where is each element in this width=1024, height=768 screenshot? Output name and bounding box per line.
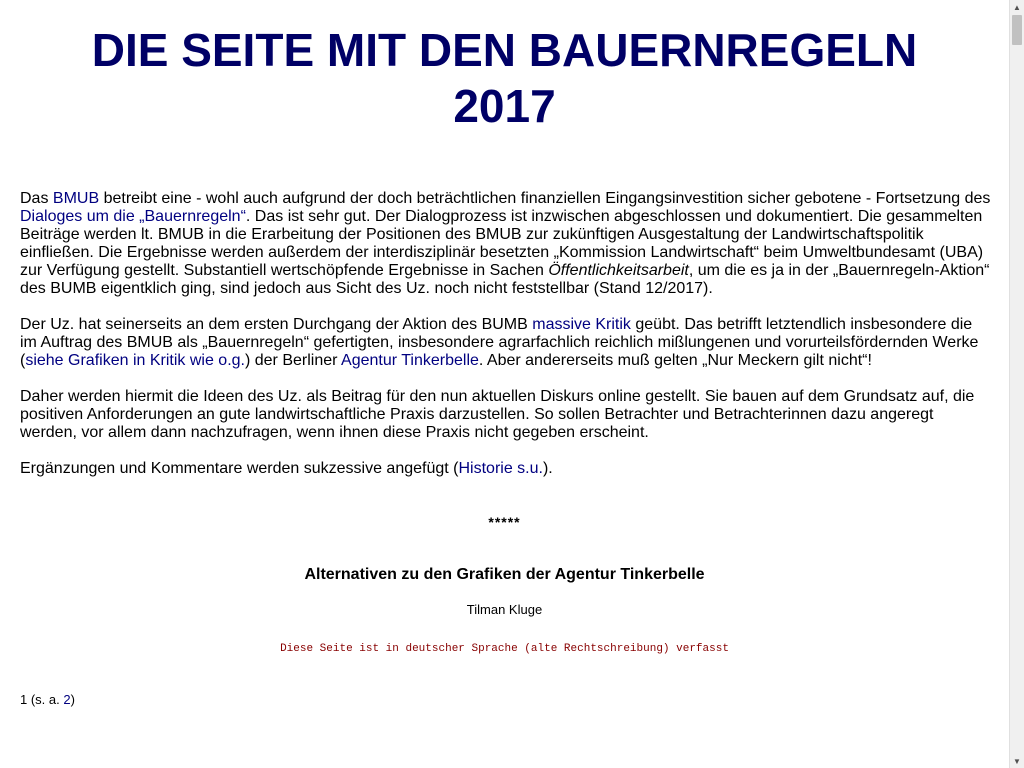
scroll-down-arrow-icon[interactable]: ▼ [1013, 756, 1021, 766]
link-historie[interactable]: Historie s.u. [458, 460, 543, 477]
page-indicator [20, 692, 1009, 707]
text: . Das ist sehr gut. Der Dialogprozess ist inzwischen abgeschlossen und dokumentiert. Die gesammelten Beiträge werden lt. BMUB in die Erarbeitung der Positionen des BMUB zur zukünftigen Ausgestaltung der Landwirtschaftspolitik einfließen. Die Ergebnisse werden außerdem der interdisziplinär besetzten „Kommission Landwirtschaft“ beim Umweltbundesamt (UBA) zur Verfügung gestellt. Substantiell wertschöpfende Ergebnisse in Sachen [20, 208, 984, 279]
separator-stars: ***** [488, 514, 521, 530]
page-title [0, 22, 1009, 134]
link-grafiken-kritik[interactable]: siehe Grafiken in Kritik wie o.g. [25, 352, 245, 369]
text: ). [542, 460, 553, 477]
italic-text: Öffentlichkeitsarbeit [548, 262, 689, 279]
text: Der Uz. hat seinerseits an dem ersten Durchgang der Aktion des BUMB [20, 316, 533, 333]
intro-paragraph-3: Daher werden hiermit die Ideen des Uz. als Beitrag für den nun aktuellen Diskurs online gestellt. Sie bauen auf dem Grundsatz auf, die positiven Anforderungen an gute landwirtschaftliche Praxis darzustellen. So sollen Betrachter und Betrachterinnen dazu angeregt werden, vor allem dann nachzufragen, wenn ihnen diese Praxis nicht gegeben erscheint. [20, 388, 975, 441]
intro-paragraph-2 [20, 316, 991, 370]
current-page: 1 [20, 692, 28, 707]
link-bmub[interactable]: BMUB [52, 190, 100, 207]
text: , um die es ja in der „Bauernregeln-Aktion“ des BUMB eigentklich ging, sind jedoch aus Sicht des Uz. noch nicht feststellbar (Stand 12/2017). [20, 262, 990, 297]
text: (s. a. [27, 692, 64, 707]
text: geübt. Das betrifft letztendlich insbesondere die im Auftrag des BMUB als „Bauernregeln“ gefertigten, insbesondere agrarfachlich reichlich mißlungenen und vorurteilsfördernden Werke ( [20, 316, 979, 369]
page-title-line1: DIE SEITE MIT DEN BAUERNREGELN [91, 24, 918, 76]
link-agentur-tinkerbelle[interactable]: Agentur Tinkerbelle [341, 352, 479, 369]
intro-paragraph-1 [20, 190, 991, 298]
text: ) [70, 692, 75, 707]
author-name: Tilman Kluge [466, 602, 543, 617]
scrollbar-thumb[interactable] [1012, 15, 1022, 45]
intro-paragraph-4 [20, 460, 991, 478]
page-title-line2: 2017 [453, 80, 556, 132]
text: ) der Berliner [244, 352, 342, 369]
vertical-scrollbar[interactable] [1009, 0, 1024, 768]
language-note: Diese Seite ist in deutscher Sprache (alte Rechtschreibung) verfasst [280, 643, 729, 655]
text: . Aber andererseits muß gelten „Nur Meckern gilt nicht“! [478, 352, 872, 369]
link-page-2[interactable]: 2 [63, 692, 71, 707]
link-massive-kritik[interactable]: massive Kritik [532, 316, 631, 333]
text: Das [20, 190, 53, 207]
scroll-up-arrow-icon[interactable]: ▲ [1013, 2, 1021, 12]
text: Ergänzungen und Kommentare werden sukzessive angefügt ( [20, 460, 459, 477]
section-subtitle: Alternativen zu den Grafiken der Agentur Tinkerbelle [304, 566, 705, 583]
link-dialog-bauernregeln[interactable]: Dialoges um die „Bauernregeln“ [20, 208, 246, 225]
text: betreibt eine - wohl auch aufgrund der doch beträchtlichen finanziellen Eingangsinvestition sicher gebotene - Fortsetzung des [99, 190, 991, 207]
